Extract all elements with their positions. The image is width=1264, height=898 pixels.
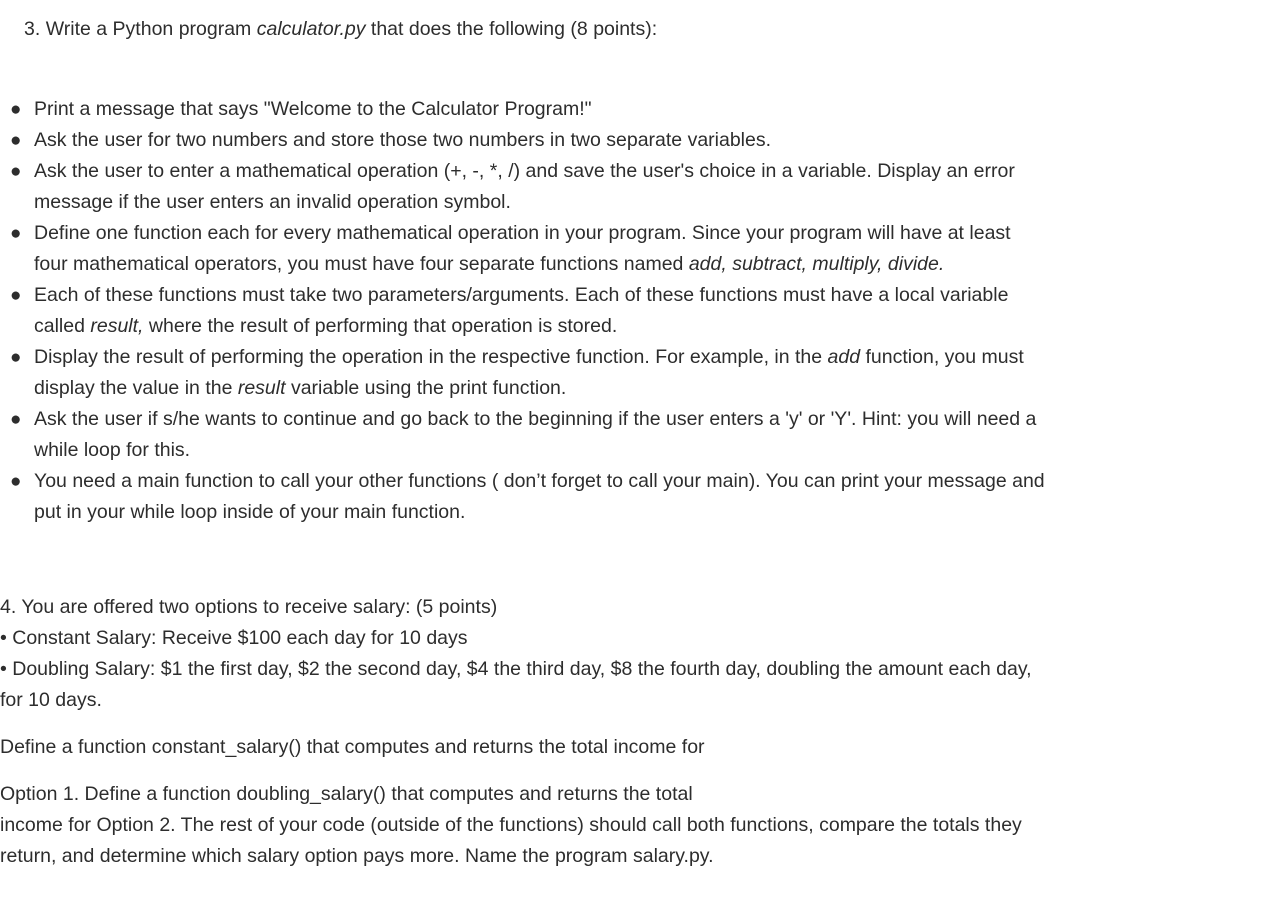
requirement-item xyxy=(10,125,1130,156)
question-4-section xyxy=(0,592,1140,872)
question-4-title: 4. You are offered two options to receive salary: (5 points) xyxy=(0,596,498,618)
requirement-item xyxy=(10,466,1130,528)
constant-salary-instruction: Define a function constant_salary() that computes and returns the total income for xyxy=(0,736,705,758)
requirement-line: Ask the user to enter a mathematical operation (+, -, *, /) and save the user's choice in a variable. Display an error xyxy=(34,160,1015,182)
bullet-icon: ● xyxy=(10,471,22,492)
emphasized-term: result, xyxy=(90,315,144,337)
assignment-document xyxy=(24,14,1164,45)
question-3-requirements-list xyxy=(10,94,1130,528)
requirement-line: four mathematical operators, you must have four separate functions named add, subtract, multiply, divide. xyxy=(34,253,945,275)
bullet-icon: ● xyxy=(10,409,22,430)
emphasized-term: divide. xyxy=(887,253,945,275)
requirement-line: display the value in the result variable using the print function. xyxy=(34,377,567,399)
requirement-item xyxy=(10,156,1130,218)
bullet-icon: ● xyxy=(10,285,22,306)
bullet-icon: ● xyxy=(10,347,22,368)
requirement-item xyxy=(10,404,1130,466)
requirement-line: You need a main function to call your other functions ( don’t forget to call your main). You can print your message and xyxy=(34,470,1045,492)
requirement-line: put in your while loop inside of your main function. xyxy=(34,501,466,523)
emphasized-term: result xyxy=(237,377,286,399)
requirement-line: Print a message that says "Welcome to the Calculator Program!" xyxy=(34,98,592,120)
option-constant-salary: • Constant Salary: Receive $100 each day for 10 days xyxy=(0,627,468,649)
paragraph-spacer xyxy=(0,763,1140,779)
requirement-line: Display the result of performing the operation in the respective function. For example, in the add function, you must xyxy=(34,346,1024,368)
requirement-item xyxy=(10,280,1130,342)
requirement-item xyxy=(10,342,1130,404)
question-3-title: 3. Write a Python program calculator.py that does the following (8 points): xyxy=(24,18,658,40)
option-doubling-salary: • Doubling Salary: $1 the first day, $2 the second day, $4 the third day, $8 the fourth day, doubling the amount each day, xyxy=(0,658,1032,680)
emphasized-term: add, xyxy=(688,253,727,275)
requirement-line: Define one function each for every mathematical operation in your program. Since your program will have at least xyxy=(34,222,1011,244)
requirement-line: Ask the user if s/he wants to continue and go back to the beginning if the user enters a 'y' or 'Y'. Hint: you will need a xyxy=(34,408,1037,430)
requirement-line: while loop for this. xyxy=(34,439,191,461)
requirement-item xyxy=(10,94,1130,125)
requirement-line: Each of these functions must take two parameters/arguments. Each of these functions must have a local variable xyxy=(34,284,1009,306)
requirement-item xyxy=(10,218,1130,280)
bullet-icon: ● xyxy=(10,161,22,182)
emphasized-term: subtract, xyxy=(732,253,807,275)
bullet-icon: ● xyxy=(10,130,22,151)
paragraph-spacer xyxy=(0,716,1140,732)
emphasized-term: calculator.py xyxy=(256,18,366,40)
bullet-icon: ● xyxy=(10,99,22,120)
doubling-salary-instruction: return, and determine which salary option pays more. Name the program salary.py. xyxy=(0,845,714,867)
requirement-line: called result, where the result of performing that operation is stored. xyxy=(34,315,618,337)
requirement-line: message if the user enters an invalid operation symbol. xyxy=(34,191,511,213)
doubling-salary-instruction: Option 1. Define a function doubling_salary() that computes and returns the total xyxy=(0,783,693,805)
emphasized-term: add xyxy=(827,346,861,368)
bullet-icon: ● xyxy=(10,223,22,244)
doubling-salary-instruction: income for Option 2. The rest of your code (outside of the functions) should call both functions, compare the totals they xyxy=(0,814,1022,836)
option-doubling-salary-continued: for 10 days. xyxy=(0,689,102,711)
emphasized-term: multiply, xyxy=(812,253,883,275)
requirement-line: Ask the user for two numbers and store those two numbers in two separate variables. xyxy=(34,129,772,151)
